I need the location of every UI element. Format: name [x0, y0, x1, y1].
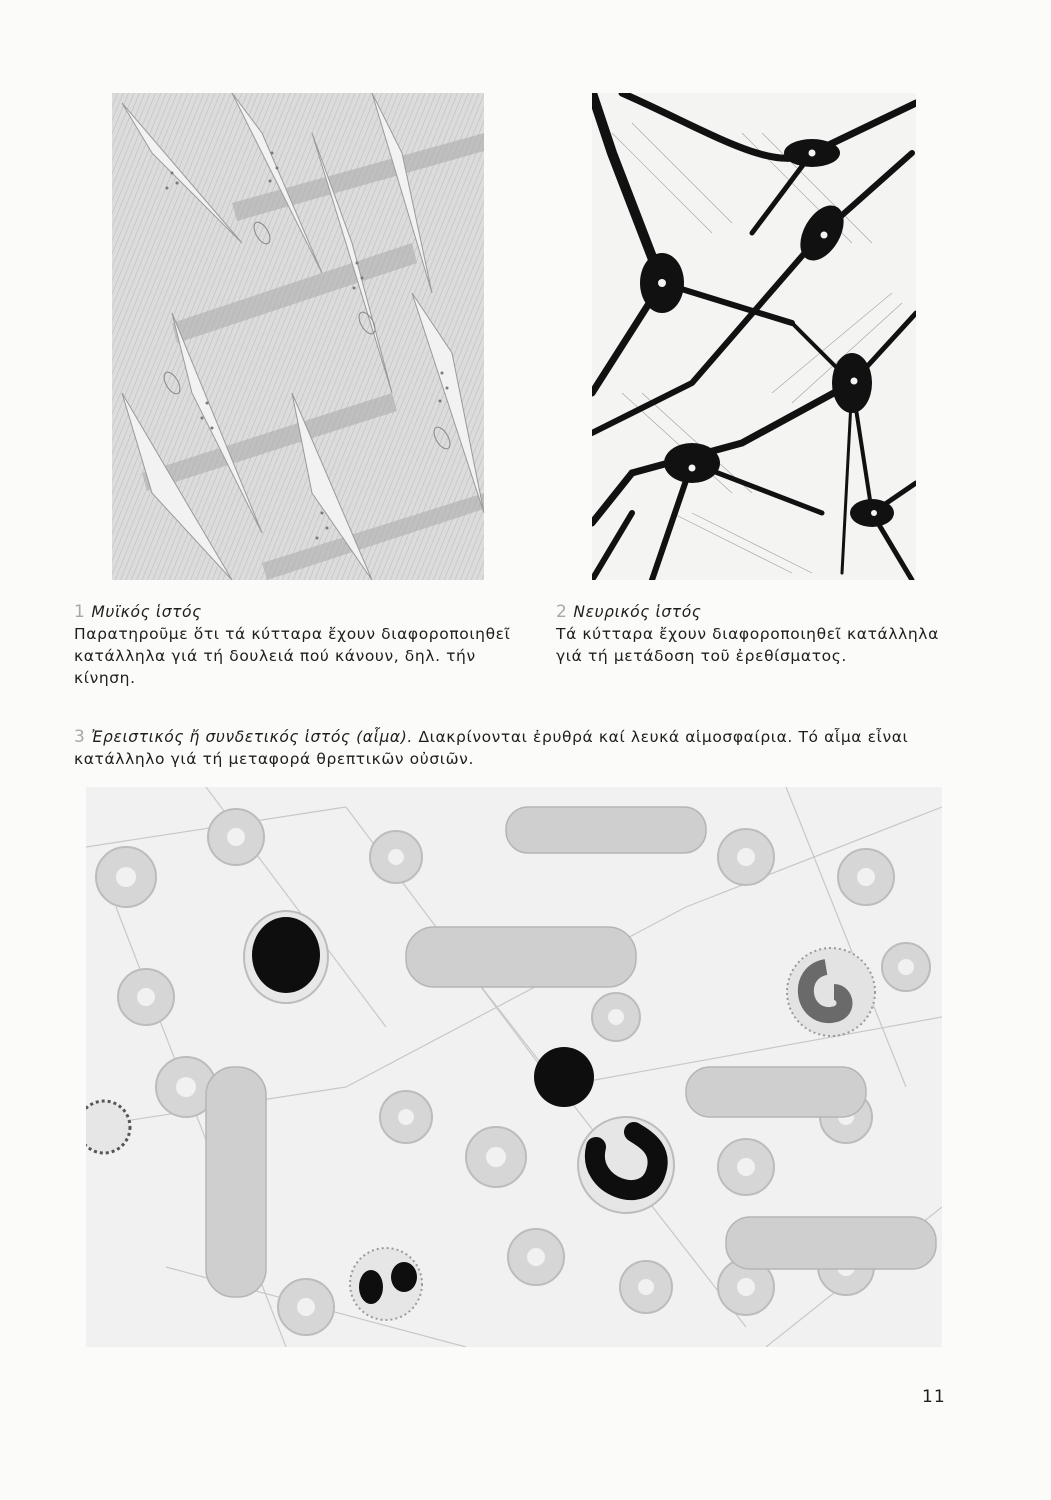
muscle-tissue-illustration [112, 93, 484, 580]
figure-1-title: Μυϊκός ἱστός [91, 603, 202, 621]
figure-1-caption [74, 601, 514, 689]
figure-2-number: 2 [556, 602, 568, 622]
figure-1-text: Παρατηροῦμε ὅτι τά κύτταρα ἔχουν διαφοροποιηθεῖ κατάλληλα γιά τή δουλειά πού κάνουν, δηλ. τήν κίνηση. [74, 625, 511, 687]
blood-tissue-illustration [86, 787, 942, 1347]
figure-3-title: Ἐρειστικός ἤ συνδετικός ἱστός (αἷμα). [91, 728, 413, 746]
figure-3-caption [74, 726, 954, 770]
figure-1-number: 1 [74, 602, 86, 622]
nerve-tissue-illustration [592, 93, 916, 580]
figure-2-title: Νευρικός ἱστός [573, 603, 702, 621]
page-number: 11 [922, 1387, 946, 1407]
figure-3-text: Διακρίνονται ἐρυθρά καί λευκά αἱμοσφαίρια. Τό αἷμα εἶναι κατάλληλο γιά τή μεταφορά θρεπτικῶν οὐσιῶν. [74, 728, 909, 768]
figure-3-number: 3 [74, 727, 86, 747]
figure-2-text: Τά κύτταρα ἔχουν διαφοροποιηθεῖ κατάλληλα γιά τή μετάδοση τοῦ ἐρεθίσματος. [556, 625, 939, 665]
figure-2-caption [556, 601, 956, 667]
